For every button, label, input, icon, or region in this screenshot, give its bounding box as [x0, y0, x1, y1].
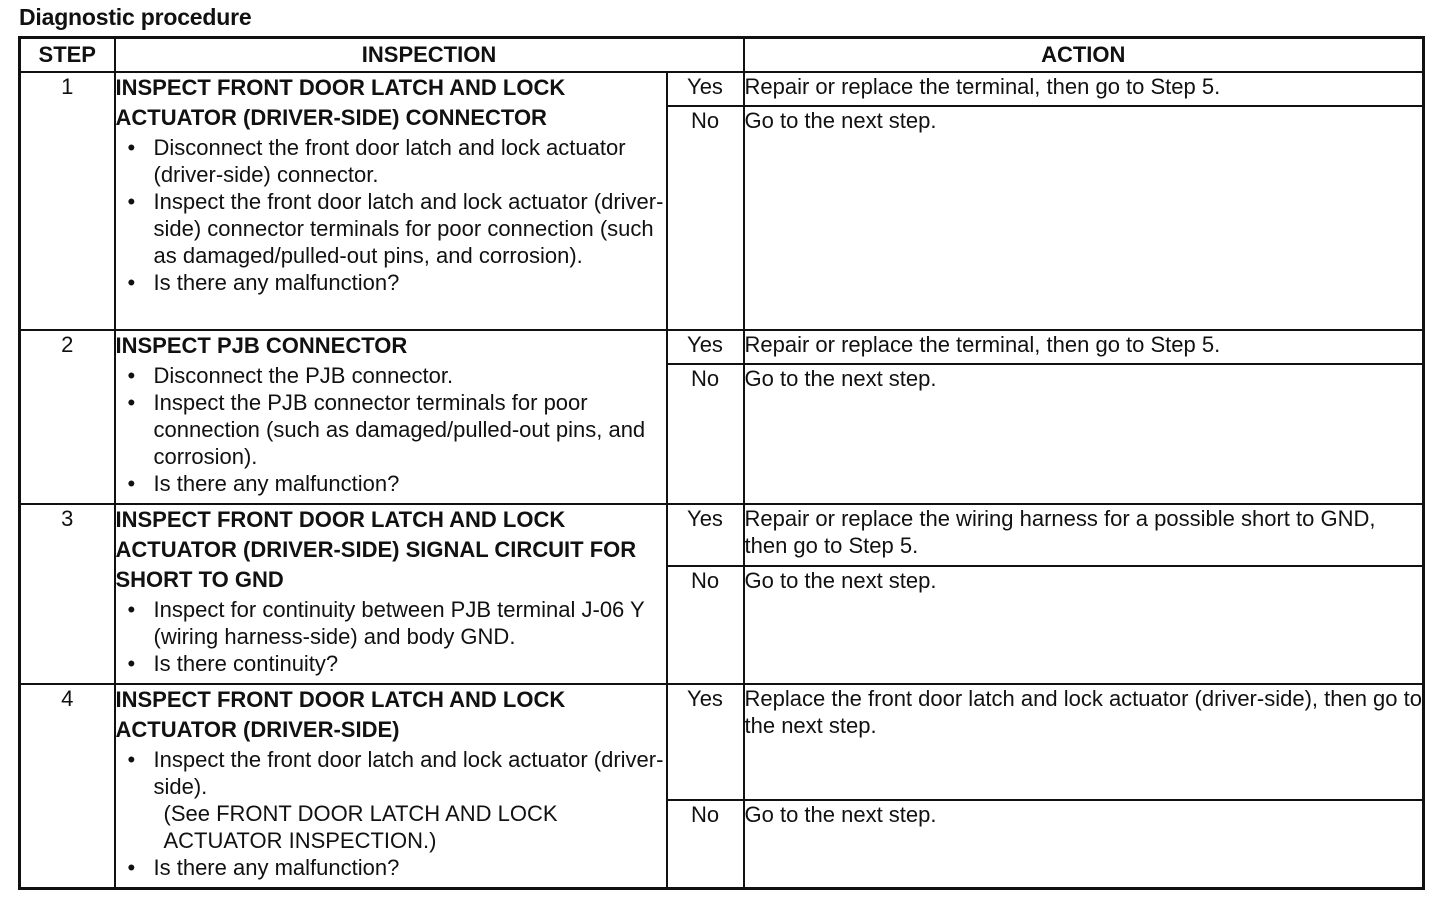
bullet-item: • Is there any malfunction?: [127, 471, 400, 496]
bullet-item: • Inspect for continuity between PJB terminal J-06 Y (wiring harness-side) and body GND.: [127, 597, 645, 649]
bullet-item: • Is there any malfunction?: [127, 270, 400, 295]
yes-action: Repair or replace the wiring harness for a possible short to GND, then go to Step 5.: [744, 504, 1424, 566]
no-action: Go to the next step.: [744, 364, 1424, 504]
bullet-item: • Inspect the front door latch and lock actuator (driver-side) connector terminals for poor connection (such as damaged/pulled-out pins, and corrosion).: [127, 189, 664, 268]
yes-action: Repair or replace the terminal, then go to Step 5.: [744, 72, 1424, 106]
no-action: Go to the next step.: [744, 106, 1424, 330]
diagnostic-procedure-table: [18, 36, 1425, 890]
step-number: 3: [20, 504, 115, 684]
step-1-inspection: [115, 72, 667, 330]
inspection-heading: INSPECT FRONT DOOR LATCH AND LOCK ACTUATOR (DRIVER-SIDE): [115, 687, 566, 742]
no-label: No: [667, 566, 744, 684]
bullet-item: • Inspect the PJB connector terminals for poor connection (such as damaged/pulled-out pins, and corrosion).: [127, 390, 646, 469]
no-action: Go to the next step.: [744, 800, 1424, 888]
bullet-item: • Is there continuity?: [127, 651, 339, 676]
inspection-bullets: [116, 134, 666, 296]
bullet-icon: •: [127, 189, 136, 214]
bullet-icon: •: [127, 471, 136, 496]
inspection-reference-note: (See FRONT DOOR LATCH AND LOCK ACTUATOR INSPECTION.): [163, 801, 558, 853]
inspection-heading: INSPECT PJB CONNECTOR: [115, 333, 408, 358]
header-row: [20, 38, 1424, 73]
yes-label: Yes: [667, 504, 744, 566]
step-number: 4: [20, 684, 115, 888]
action-header: ACTION: [744, 38, 1424, 73]
no-action: Go to the next step.: [744, 566, 1424, 684]
yes-label: Yes: [667, 72, 744, 106]
no-label: No: [667, 106, 744, 330]
no-label: No: [667, 364, 744, 504]
step-header: STEP: [20, 38, 115, 73]
bullet-icon: •: [127, 363, 136, 388]
bullet-item: • Disconnect the front door latch and lock actuator (driver-side) connector.: [127, 135, 626, 187]
yes-label: Yes: [667, 684, 744, 800]
bullet-icon: •: [127, 651, 136, 676]
inspection-heading: INSPECT FRONT DOOR LATCH AND LOCK ACTUATOR (DRIVER-SIDE) SIGNAL CIRCUIT FOR SHORT TO GND: [115, 507, 637, 592]
step-1-yes-row: [20, 72, 1424, 106]
step-number: 1: [20, 72, 115, 330]
step-2-yes-row: [20, 330, 1424, 364]
yes-action: Repair or replace the terminal, then go to Step 5.: [744, 330, 1424, 364]
inspection-heading: INSPECT FRONT DOOR LATCH AND LOCK ACTUATOR (DRIVER-SIDE) CONNECTOR: [115, 75, 566, 130]
yes-label: Yes: [667, 330, 744, 364]
bullet-icon: •: [127, 747, 136, 772]
inspection-bullets: [116, 596, 666, 677]
step-3-inspection: [115, 504, 667, 684]
bullet-item: • Disconnect the PJB connector.: [127, 363, 454, 388]
step-number: 2: [20, 330, 115, 504]
page-title: Diagnostic procedure: [19, 4, 252, 30]
bullet-item: • Inspect the front door latch and lock actuator (driver-side). (See FRONT DOOR LATCH AND LOCK ACTUATOR INSPECTION.): [154, 746, 666, 854]
yes-action: Replace the front door latch and lock actuator (driver-side), then go to the next step.: [744, 684, 1424, 800]
bullet-icon: •: [127, 270, 136, 295]
bullet-item: • Is there any malfunction?: [127, 855, 400, 880]
no-label: No: [667, 800, 744, 888]
bullet-icon: •: [127, 135, 136, 160]
bullet-icon: •: [127, 390, 136, 415]
step-3-yes-row: [20, 504, 1424, 566]
bullet-icon: •: [127, 597, 136, 622]
inspection-bullets: [116, 362, 666, 497]
step-4-inspection: [115, 684, 667, 888]
inspection-header: INSPECTION: [115, 38, 744, 73]
inspection-bullets: [116, 746, 666, 881]
step-4-yes-row: [20, 684, 1424, 800]
step-2-inspection: [115, 330, 667, 504]
bullet-icon: •: [127, 855, 136, 880]
